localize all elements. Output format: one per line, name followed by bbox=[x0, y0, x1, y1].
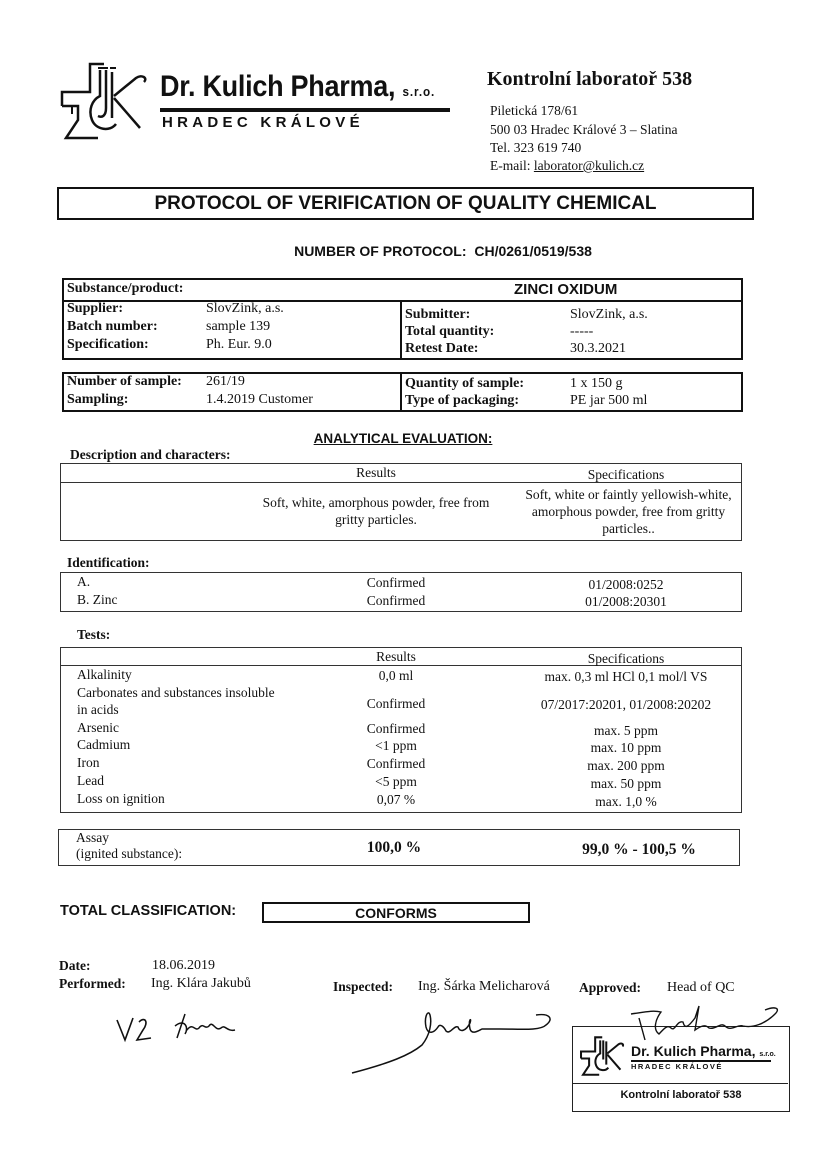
address-city: 500 03 Hradec Králové 3 – Slatina bbox=[490, 122, 678, 137]
sample-info-box bbox=[62, 372, 743, 412]
ident-row-1-result: Confirmed bbox=[366, 593, 426, 608]
specification-label: Specification: bbox=[67, 337, 149, 352]
stamp-lab: Kontrolní laboratoř 538 bbox=[620, 1089, 742, 1101]
test-row-1-result: Confirmed bbox=[366, 696, 426, 711]
stamp-company: Dr. Kulich Pharma, s.r.o. bbox=[631, 1043, 776, 1059]
test-row-2-spec: max. 5 ppm bbox=[593, 723, 659, 738]
email-label: E-mail: bbox=[490, 158, 534, 173]
test-row-0-spec: max. 0,3 ml HCl 0,1 mol/l VS bbox=[544, 669, 708, 684]
packaging-label: Type of packaging: bbox=[405, 393, 520, 408]
test-row-2-result: Confirmed bbox=[366, 721, 426, 736]
retest-date-label: Retest Date: bbox=[405, 341, 479, 356]
retest-date-value: 30.3.2021 bbox=[570, 341, 626, 356]
approved-label: Approved: bbox=[579, 980, 642, 995]
test-row-5-name: Lead bbox=[77, 773, 104, 788]
col-specs-header: Specifications bbox=[587, 467, 665, 482]
assay-name: Assay (ignited substance): bbox=[76, 830, 183, 861]
sampling-value: 1.4.2019 Customer bbox=[206, 392, 313, 407]
substance-value: ZINCI OXIDUM bbox=[514, 281, 618, 298]
test-row-1-spec: 07/2017:20201, 01/2008:20202 bbox=[540, 697, 712, 712]
test-row-3-spec: max. 10 ppm bbox=[590, 740, 662, 755]
performed-by: Ing. Klára Jakubů bbox=[151, 976, 251, 991]
email-line bbox=[490, 158, 644, 174]
performed-label: Performed: bbox=[59, 976, 126, 991]
performer-signature-icon bbox=[115, 1008, 255, 1048]
tests-col-results-header: Results bbox=[376, 649, 416, 664]
submitter-value: SlovZink, a.s. bbox=[570, 307, 648, 322]
protocol-number-label: NUMBER OF PROTOCOL: bbox=[294, 243, 467, 259]
ident-row-0-spec: 01/2008:0252 bbox=[588, 577, 664, 592]
description-table bbox=[60, 463, 742, 541]
assay-result: 100,0 % bbox=[366, 839, 422, 856]
company-city: HRADEC KRÁLOVÉ bbox=[162, 114, 364, 131]
date-label: Date: bbox=[59, 958, 91, 973]
stamp-city: HRADEC KRÁLOVÉ bbox=[631, 1062, 723, 1071]
description-spec: Soft, white or faintly yellowish-white, amorphous powder, free from gritty particles.. bbox=[525, 487, 732, 536]
description-result: Soft, white, amorphous powder, free from gritty particles. bbox=[262, 495, 490, 527]
test-row-2-name: Arsenic bbox=[77, 720, 119, 735]
protocol-number-value: CH/0261/0519/538 bbox=[474, 243, 592, 259]
address-street: Piletická 178/61 bbox=[490, 103, 579, 118]
product-info-box bbox=[62, 278, 743, 360]
sample-number-value: 261/19 bbox=[206, 374, 245, 389]
ident-row-1-name: B. Zinc bbox=[77, 592, 118, 607]
tests-label: Tests: bbox=[77, 627, 111, 642]
test-row-0-result: 0,0 ml bbox=[378, 668, 414, 683]
substance-label: Substance/product: bbox=[67, 281, 184, 296]
quantity-sample-value: 1 x 150 g bbox=[570, 376, 623, 391]
logo-divider bbox=[160, 108, 450, 112]
company-name: Dr. Kulich Pharma, s.r.o. bbox=[160, 70, 436, 103]
approved-by: Head of QC bbox=[667, 980, 735, 995]
product-info-left bbox=[64, 300, 402, 358]
stamp-logo-icon bbox=[579, 1033, 627, 1077]
batch-value: sample 139 bbox=[206, 319, 271, 334]
supplier-value: SlovZink, a.s. bbox=[206, 301, 284, 316]
sample-info-left bbox=[64, 374, 402, 410]
quantity-sample-label: Quantity of sample: bbox=[405, 376, 524, 391]
company-suffix: s.r.o. bbox=[402, 84, 436, 99]
classification-label: TOTAL CLASSIFICATION: bbox=[60, 903, 237, 919]
inspected-by: Ing. Šárka Melicharová bbox=[418, 979, 550, 994]
identification-label: Identification: bbox=[67, 555, 150, 570]
ident-row-0-result: Confirmed bbox=[366, 575, 426, 590]
test-row-5-spec: max. 50 ppm bbox=[590, 776, 662, 791]
email-link[interactable]: laborator@kulich.cz bbox=[533, 158, 645, 173]
assay-spec: 99,0 % - 100,5 % bbox=[582, 841, 696, 858]
supplier-label: Supplier: bbox=[67, 301, 124, 316]
date-value: 18.06.2019 bbox=[152, 958, 215, 973]
identification-table bbox=[60, 572, 742, 612]
assay-table bbox=[58, 829, 740, 866]
phone: Tel. 323 619 740 bbox=[490, 140, 582, 155]
company-logo-icon bbox=[58, 58, 153, 140]
col-results-header: Results bbox=[356, 465, 396, 480]
ident-row-1-spec: 01/2008:20301 bbox=[585, 594, 667, 609]
protocol-number bbox=[0, 243, 826, 259]
test-row-4-spec: max. 200 ppm bbox=[587, 758, 665, 773]
batch-label: Batch number: bbox=[67, 319, 158, 334]
document-title: PROTOCOL OF VERIFICATION OF QUALITY CHEMICAL bbox=[154, 192, 657, 214]
ident-row-0-name: A. bbox=[77, 574, 91, 589]
analytical-title: ANALYTICAL EVALUATION: bbox=[313, 431, 493, 446]
tests-table bbox=[60, 647, 742, 813]
test-row-6-spec: max. 1,0 % bbox=[595, 794, 657, 809]
test-row-3-name: Cadmium bbox=[77, 737, 131, 752]
inspected-label: Inspected: bbox=[333, 979, 393, 994]
description-label: Description and characters: bbox=[70, 447, 231, 462]
classification-box bbox=[262, 902, 530, 923]
test-row-6-result: 0,07 % bbox=[376, 792, 416, 807]
test-row-4-name: Iron bbox=[77, 755, 100, 770]
total-quantity-label: Total quantity: bbox=[405, 324, 495, 339]
submitter-label: Submitter: bbox=[405, 307, 471, 322]
sample-number-label: Number of sample: bbox=[67, 374, 182, 389]
test-row-1-name: Carbonates and substances insoluble in acids bbox=[77, 685, 275, 717]
approver-signature-icon bbox=[625, 1000, 785, 1045]
document-title-box bbox=[57, 187, 754, 220]
specification-value: Ph. Eur. 9.0 bbox=[206, 337, 272, 352]
test-row-0-name: Alkalinity bbox=[77, 667, 132, 682]
classification-value: CONFORMS bbox=[355, 904, 437, 921]
lab-title: Kontrolní laboratoř 538 bbox=[487, 68, 693, 90]
test-row-5-result: <5 ppm bbox=[375, 774, 417, 789]
test-row-6-name: Loss on ignition bbox=[77, 791, 165, 806]
tests-col-specs-header: Specifications bbox=[587, 651, 665, 666]
test-row-4-result: Confirmed bbox=[366, 756, 426, 771]
inspector-signature-icon bbox=[350, 1005, 560, 1080]
test-row-3-result: <1 ppm bbox=[375, 738, 417, 753]
stamp-divider bbox=[573, 1083, 788, 1084]
packaging-value: PE jar 500 ml bbox=[570, 393, 648, 408]
sampling-label: Sampling: bbox=[67, 392, 129, 407]
substance-row bbox=[64, 280, 741, 302]
total-quantity-value: ----- bbox=[570, 324, 594, 339]
